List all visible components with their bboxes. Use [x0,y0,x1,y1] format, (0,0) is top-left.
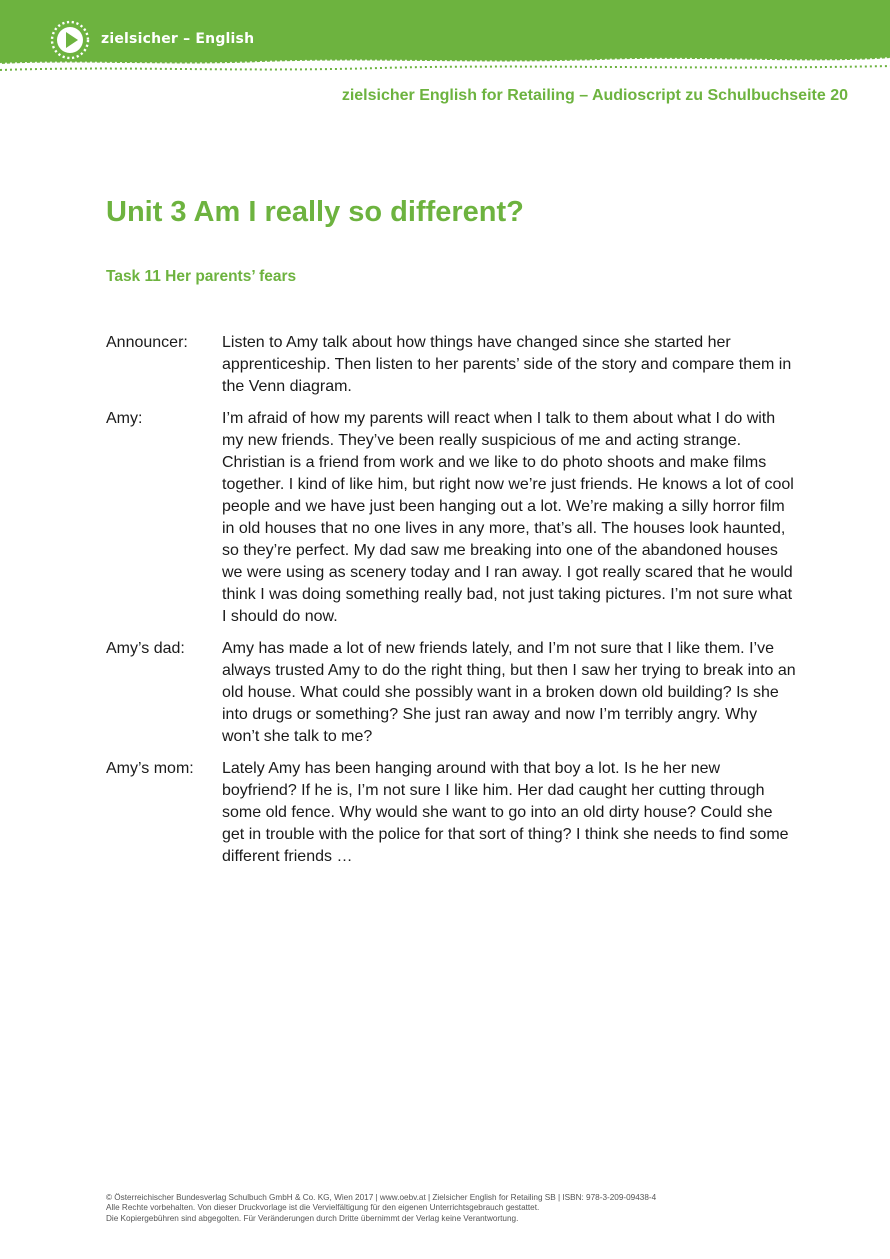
unit-title: Unit 3 Am I really so different? [106,196,524,228]
script-line-announcer [106,332,796,398]
page-subtitle: zielsicher English for Retailing – Audioscript zu Schulbuchseite 20 [341,87,848,104]
script-line-amys-mom [106,758,796,868]
script-line-amy [106,408,796,628]
footer-line: Alle Rechte vorbehalten. Von dieser Druckvorlage ist die Vervielfältigung für den eigenen Unterrichtsgebrauch gestattet. [106,1203,540,1213]
task-title: Task 11 Her parents’ fears [106,268,297,285]
play-icon [50,20,90,60]
brand-name: zielsicher – English [101,31,255,47]
speaker-label: Amy: [106,410,143,427]
speaker-text: Amy has made a lot of new friends lately, and I’m not sure that I like them. I’ve always trusted Amy to do the right thing, but then I saw her trying to break into an old house. What could she possibly want in a broken down old building? Is she into drugs or something? She just ran away and now I’m terribly angry. Why won’t she talk to me? [222,640,796,745]
speaker-text: Lately Amy has been hanging around with that boy a lot. Is he her new boyfriend? If he is, I’m not sure I like him. Her dad caught her cutting through some old fence. Why would she want to go into an old dirty house? Could she get in trouble with the police for that sort of thing? I think she needs to find some different friends … [222,760,789,865]
script-line-amys-dad [106,638,796,748]
speaker-text: Listen to Amy talk about how things have changed since she started her apprenticeship. Then listen to her parents’ side of the story and compare them in the Venn diagram. [222,334,792,395]
footer-line: © Österreichischer Bundesverlag Schulbuch GmbH & Co. KG, Wien 2017 | www.oebv.at | Zielsicher English for Retailing SB | ISBN: 978-3-209-09438-4 [106,1193,657,1202]
copyright-footer [106,1193,806,1224]
speaker-label: Announcer: [106,334,188,351]
speaker-label: Amy’s mom: [106,760,194,777]
audioscript [106,332,796,878]
footer-line: Die Kopiergebühren sind abgegolten. Für Veränderungen durch Dritte übernimmt der Verlag keine Verantwortung. [106,1213,519,1223]
speaker-label: Amy’s dad: [106,640,185,657]
speaker-text: I’m afraid of how my parents will react when I talk to them about what I do with my new friends. They’ve been really suspicious of me and acting strange. Christian is a friend from work and we like to do photo shoots and make films together. I kind of like him, but right now we’re just friends. He knows a lot of cool people and we have just been hanging out a lot. We’re making a silly horror film in old houses that no one lives in any more, that’s all. The houses look haunted, so they’re perfect. My dad saw me breaking into one of the abandoned houses we were using as scenery today and I ran away. I got really scared that he would think I was doing something really bad, not just taking pictures. I’m not sure what I should do now. [222,410,794,625]
